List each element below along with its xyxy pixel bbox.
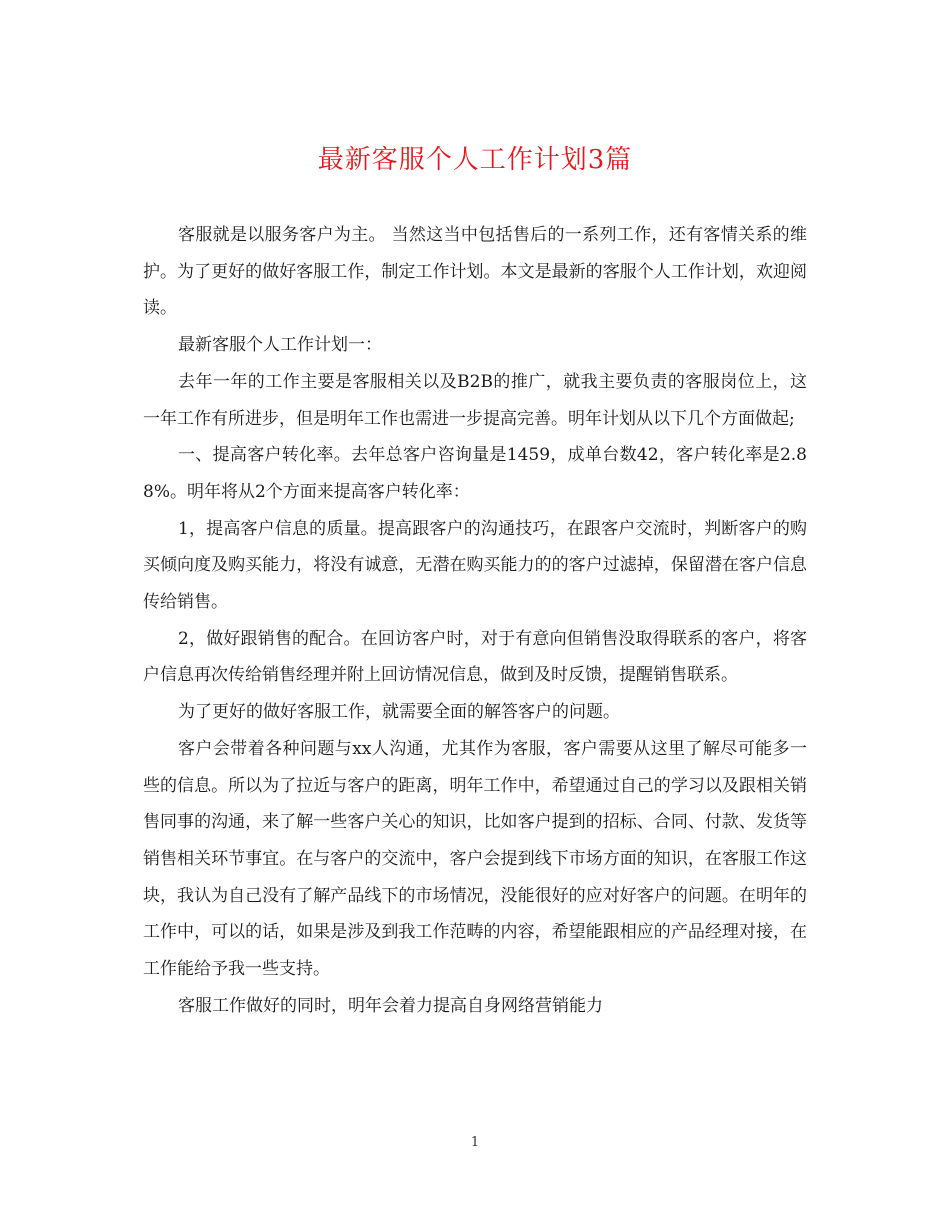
paragraph-conversion-rate: 一、提高客户转化率。去年总客户咨询量是1459，成单台数42，客户转化率是2.88%。明年将从2个方面来提高客户转化率： xyxy=(143,445,807,502)
paragraph-answer-questions: 为了更好的做好客服工作，就需要全面的解答客户的问题。 xyxy=(178,702,620,723)
document-title: 最新客服个人工作计划3篇 xyxy=(317,145,633,175)
paragraph-intro: 客服就是以服务客户为主。 当然这当中包括售后的一系列工作，还有客情关系的维护。为了更好的做好客服工作，制定工作计划。本文是最新的客服个人工作计划，欢迎阅读。 xyxy=(143,225,807,319)
paragraph-point-2: 2，做好跟销售的配合。在回访客户时，对于有意向但销售没取得联系的客户，将客户信息再次传给销售经理并附上回访情况信息，做到及时反馈，提醒销售联系。 xyxy=(143,628,807,686)
paragraph-plan-one-heading: 最新客服个人工作计划一： xyxy=(178,335,382,356)
paragraph-point-1: 1，提高客户信息的质量。提高跟客户的沟通技巧，在跟客户交流时，判断客户的购买倾向度及购买能力，将没有诚意，无潜在购买能力的的客户过滤掉，保留潜在客户信息传给销售。 xyxy=(143,518,807,613)
paragraph-last-year-summary: 去年一年的工作主要是客服相关以及B2B的推广，就我主要负责的客服岗位上，这一年工作有所进步，但是明年工作也需进一步提高完善。明年计划从以下几个方面做起; xyxy=(143,371,807,429)
paragraph-network-marketing: 客服工作做好的同时，明年会着力提高自身网络营销能力 xyxy=(178,995,603,1016)
document-body xyxy=(143,217,807,1024)
page-number: 1 xyxy=(470,1135,480,1150)
paragraph-customer-communication: 客户会带着各种问题与xx人沟通，尤其作为客服，客户需要从这里了解尽可能多一些的信息。所以为了拉近与客户的距离，明年工作中，希望通过自己的学习以及跟相关销售同事的沟通，来了解一些客户关心的知识，比如客户提到的招标、合同、付款、发货等销售相关环节事宜。在与客户的交流中，客户会提到线下市场方面的知识，在客服工作这块，我认为自己没有了解产品线下的市场情况，没能很好的应对好客户的问题。在明年的工作中，可以的话，如果是涉及到我工作范畴的内容，希望能跟相应的产品经理对接，在工作能给予我一些支持。 xyxy=(143,738,807,980)
